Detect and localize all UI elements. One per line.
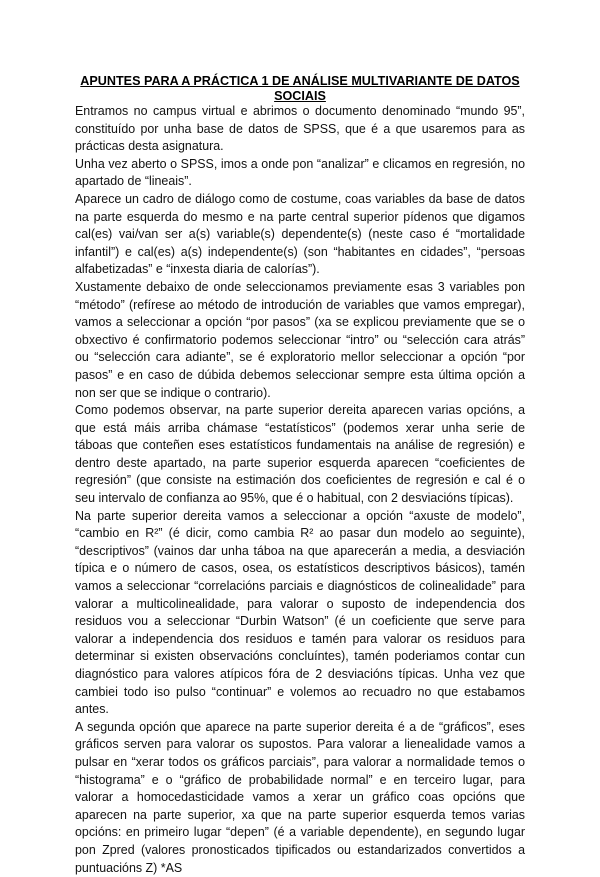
paragraph: Na parte superior dereita vamos a seleccionar a opción “axuste de modelo”, “cambio en R²” (é dicir, como cambia R² ao pasar dun modelo ao seguinte), “descriptivos” (vainos dar unha táboa na que aparecerán a media, a desviación típica e o número de casos, osea, os estatísticos descriptivos básicos), tamén vamos a seleccionar “correlacións parciais e diagnósticos de colinealidade” para valorar a multicolinealidade, para valorar o suposto de independencia dos residuos vou a seleccionar “Durbin Watson” (é un coeficiente que serve para valorar a independencia dos residuos e tamén para valorar os residuos para determinar si existen observacións concluíntes), tamén poderiamos contar cun diagnóstico para valores atípicos fóra de 2 desviacións típicas. Unha vez que cambiei todo iso pulso “continuar” e volemos ao recuadro no que estabamos antes. — [75, 508, 525, 717]
paragraph: A segunda opción que aparece na parte superior dereita é a de “gráficos”, eses gráficos serven para valorar os supostos. Para valorar a lienealidade vamos a pulsar en “xerar todos os gráficos parciais”, para valorar a normalidade temos o “histograma” e o “gráfico de probabilidade normal” e en terceiro lugar, para valorar a homocedasticidade vamos a xerar un gráfico coas opcións que aparecen na parte superior, xa que na parte superior esquerda temos varias opcións: en primeiro lugar “depen” (é a variable dependente), en segundo lugar pon Zpred (valores pronosticados tipificados ou estandarizados convertidos a puntuacións Z) *AS — [75, 719, 525, 875]
paragraph: Entramos no campus virtual e abrimos o documento denominado “mundo 95”, constituído por unha base de datos de SPSS, que é a que usaremos para as prácticas desta asignatura. — [75, 104, 525, 154]
document-title: APUNTES PARA A PRÁCTICA 1 DE ANÁLISE MULTIVARIANTE DE DATOS SOCIAIS — [80, 74, 520, 103]
paragraph: Xustamente debaixo de onde seleccionamos previamente esas 3 variables pon “método” (refírese ao método de introdución de variables que vamos empregar), vamos a seleccionar a opción “por pasos” (xa se explicou previamente que se o obxectivo é confirmatorio podemos seleccionar “intro” ou “selección cara atrás” ou “selección cara adiante”, se é exploratorio mellor seleccionar a opción “por pasos” e en caso de dúbida debemos seleccionar sempre esta última opción a non ser que se indique o contrario). — [75, 279, 525, 400]
document-body — [75, 103, 525, 877]
paragraph: Unha vez aberto o SPSS, imos a onde pon “analizar” e clicamos en regresión, no apartado de “lineais”. — [75, 156, 525, 189]
paragraph: Como podemos observar, na parte superior dereita aparecen varias opcións, a que está máis arriba chámase “estatísticos” (podemos xerar unha serie de táboas que conteñen eses estatísticos fundamentais na análise de regresión) e dentro deste apartado, na parte superior esquerda aparecen “coeficientes de regresión” (que consiste na estimación dos coeficientes de regresión e cal é o seu intervalo de confianza ao 95%, que é o habitual, con 2 desviacións típicas). — [75, 403, 525, 506]
paragraph: Aparece un cadro de diálogo como de costume, coas variables da base de datos na parte esquerda do mesmo e na parte central superior pídenos que digamos cal(es) vai/van ser a(s) variable(s) dependente(s) (neste caso é “mortalidade infantil”) e cal(es) a(s) independente(s) (son “habitantes en cidades”, “persoas alfabetizadas” e “inxesta diaria de calorías”). — [75, 191, 525, 277]
